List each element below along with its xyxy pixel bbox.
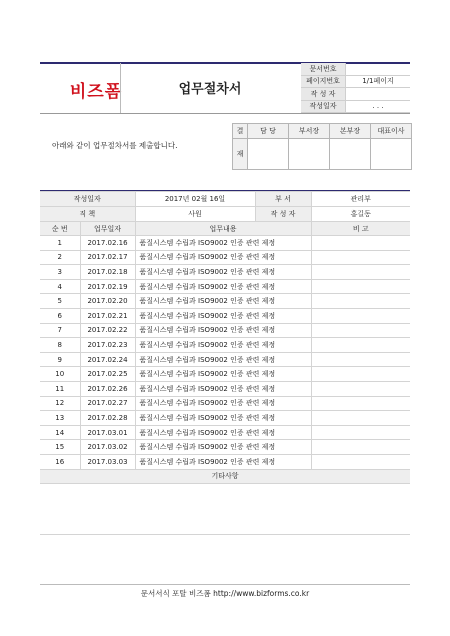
row-seq: 13 (40, 411, 80, 426)
approval-sign-ceo[interactable] (371, 139, 412, 170)
row-remark[interactable] (311, 236, 410, 251)
row-date[interactable]: 2017.02.18 (80, 265, 135, 280)
author-value[interactable]: 홍길동 (311, 207, 410, 222)
row-content[interactable]: 품질시스템 수립과 ISO9002 인증 관련 제정 (135, 279, 311, 294)
row-content[interactable]: 품질시스템 수립과 ISO9002 인증 관련 제정 (135, 338, 311, 353)
table-row (40, 308, 410, 323)
row-date[interactable]: 2017.02.27 (80, 396, 135, 411)
row-date[interactable]: 2017.02.23 (80, 338, 135, 353)
footer-rule (40, 584, 410, 585)
row-remark[interactable] (311, 381, 410, 396)
meta-label: 작성일자 (301, 100, 346, 113)
approval-role-division-head: 본부장 (330, 124, 371, 139)
approval-sign-dept-head[interactable] (289, 139, 330, 170)
footer-text: 문서서식 포탈 비즈폼 http://www.bizforms.co.kr (140, 589, 310, 598)
dept-label: 부 서 (255, 192, 311, 207)
approval-role-dept-head: 부서장 (289, 124, 330, 139)
column-header-content: 업무내용 (135, 222, 311, 236)
row-content[interactable]: 품질시스템 수립과 ISO9002 인증 관련 제정 (135, 396, 311, 411)
row-seq: 15 (40, 440, 80, 455)
row-content[interactable]: 품질시스템 수립과 ISO9002 인증 관련 제정 (135, 265, 311, 280)
row-date[interactable]: 2017.03.02 (80, 440, 135, 455)
table-row (40, 294, 410, 309)
row-remark[interactable] (311, 425, 410, 440)
document-meta-table (301, 63, 410, 113)
row-date[interactable]: 2017.03.01 (80, 425, 135, 440)
table-row (40, 265, 410, 280)
row-seq: 16 (40, 454, 80, 469)
row-remark[interactable] (311, 396, 410, 411)
meta-value[interactable] (346, 63, 411, 75)
row-date[interactable]: 2017.02.20 (80, 294, 135, 309)
row-content[interactable]: 품질시스템 수립과 ISO9002 인증 관련 제정 (135, 381, 311, 396)
position-value[interactable]: 사원 (135, 207, 255, 222)
table-row (40, 396, 410, 411)
row-content[interactable]: 품질시스템 수립과 ISO9002 인증 관련 제정 (135, 323, 311, 338)
row-seq: 11 (40, 381, 80, 396)
header-divider (120, 63, 121, 113)
date-label: 작성일자 (40, 192, 135, 207)
row-remark[interactable] (311, 308, 410, 323)
row-remark[interactable] (311, 250, 410, 265)
row-seq: 9 (40, 352, 80, 367)
page-title: 업무절차서 (178, 81, 242, 97)
row-seq: 6 (40, 308, 80, 323)
author-label: 작 성 자 (255, 207, 311, 222)
submission-statement: 아래와 같이 업무절차서를 제출합니다. (52, 141, 178, 150)
row-remark[interactable] (311, 323, 410, 338)
column-header-seq: 순 번 (40, 222, 80, 236)
row-remark[interactable] (311, 279, 410, 294)
approval-side-bottom: 재 (233, 139, 248, 170)
procedure-table (40, 191, 410, 535)
meta-value[interactable] (346, 88, 411, 101)
notes-label: 기타사항 (40, 469, 410, 484)
meta-value[interactable]: 1/1페이지 (346, 75, 411, 88)
table-row (40, 381, 410, 396)
row-seq: 12 (40, 396, 80, 411)
approval-side-top: 결 (233, 124, 248, 139)
meta-row (301, 75, 410, 88)
row-content[interactable]: 품질시스템 수립과 ISO9002 인증 관련 제정 (135, 352, 311, 367)
table-row (40, 352, 410, 367)
row-seq: 5 (40, 294, 80, 309)
row-remark[interactable] (311, 411, 410, 426)
meta-label: 문서번호 (301, 63, 346, 75)
table-row (40, 236, 410, 251)
row-date[interactable]: 2017.02.24 (80, 352, 135, 367)
approval-table (232, 123, 412, 170)
meta-label: 작 성 자 (301, 88, 346, 101)
row-remark[interactable] (311, 352, 410, 367)
table-row (40, 454, 410, 469)
row-seq: 7 (40, 323, 80, 338)
row-seq: 1 (40, 236, 80, 251)
approval-sign-staff[interactable] (248, 139, 289, 170)
row-date[interactable]: 2017.02.26 (80, 381, 135, 396)
row-date[interactable]: 2017.02.21 (80, 308, 135, 323)
row-seq: 4 (40, 279, 80, 294)
meta-value[interactable]: . . . (346, 100, 411, 113)
row-remark[interactable] (311, 338, 410, 353)
row-seq: 14 (40, 425, 80, 440)
column-header-date: 업무일자 (80, 222, 135, 236)
row-remark[interactable] (311, 367, 410, 382)
row-seq: 3 (40, 265, 80, 280)
row-date[interactable]: 2017.02.25 (80, 367, 135, 382)
row-content[interactable]: 품질시스템 수립과 ISO9002 인증 관련 제정 (135, 250, 311, 265)
row-seq: 2 (40, 250, 80, 265)
dept-value[interactable]: 관리부 (311, 192, 410, 207)
approval-sign-division-head[interactable] (330, 139, 371, 170)
row-content[interactable]: 품질시스템 수립과 ISO9002 인증 관련 제정 (135, 308, 311, 323)
row-content[interactable]: 품질시스템 수립과 ISO9002 인증 관련 제정 (135, 236, 311, 251)
header-bottom-rule (40, 113, 410, 114)
row-date[interactable]: 2017.02.17 (80, 250, 135, 265)
table-row (40, 250, 410, 265)
brand-logo: 비즈폼 (69, 81, 123, 102)
column-header-remark: 비 고 (311, 222, 410, 236)
table-row (40, 367, 410, 382)
row-remark[interactable] (311, 265, 410, 280)
notes-header-row (40, 469, 410, 484)
table-row (40, 279, 410, 294)
row-date[interactable]: 2017.02.22 (80, 323, 135, 338)
row-remark[interactable] (311, 454, 410, 469)
row-remark[interactable] (311, 440, 410, 455)
row-date[interactable]: 2017.03.03 (80, 454, 135, 469)
row-content[interactable]: 품질시스템 수립과 ISO9002 인증 관련 제정 (135, 411, 311, 426)
table-row (40, 338, 410, 353)
row-seq: 8 (40, 338, 80, 353)
approval-role-ceo: 대표이사 (371, 124, 412, 139)
table-row (40, 323, 410, 338)
notes-value[interactable] (40, 484, 410, 535)
row-content[interactable]: 품질시스템 수립과 ISO9002 인증 관련 제정 (135, 425, 311, 440)
row-content[interactable]: 품질시스템 수립과 ISO9002 인증 관련 제정 (135, 454, 311, 469)
notes-body-row (40, 484, 410, 535)
meta-row (301, 100, 410, 113)
table-row (40, 425, 410, 440)
row-seq: 10 (40, 367, 80, 382)
table-row (40, 411, 410, 426)
row-date[interactable]: 2017.02.19 (80, 279, 135, 294)
row-content[interactable]: 품질시스템 수립과 ISO9002 인증 관련 제정 (135, 440, 311, 455)
table-row (40, 440, 410, 455)
approval-role-staff: 담 당 (248, 124, 289, 139)
row-date[interactable]: 2017.02.16 (80, 236, 135, 251)
meta-row (301, 88, 410, 101)
position-label: 직 책 (40, 207, 135, 222)
row-content[interactable]: 품질시스템 수립과 ISO9002 인증 관련 제정 (135, 367, 311, 382)
meta-row (301, 63, 410, 75)
row-remark[interactable] (311, 294, 410, 309)
meta-label: 페이지번호 (301, 75, 346, 88)
row-date[interactable]: 2017.02.28 (80, 411, 135, 426)
date-value[interactable]: 2017년 02월 16일 (135, 192, 255, 207)
row-content[interactable]: 품질시스템 수립과 ISO9002 인증 관련 제정 (135, 294, 311, 309)
